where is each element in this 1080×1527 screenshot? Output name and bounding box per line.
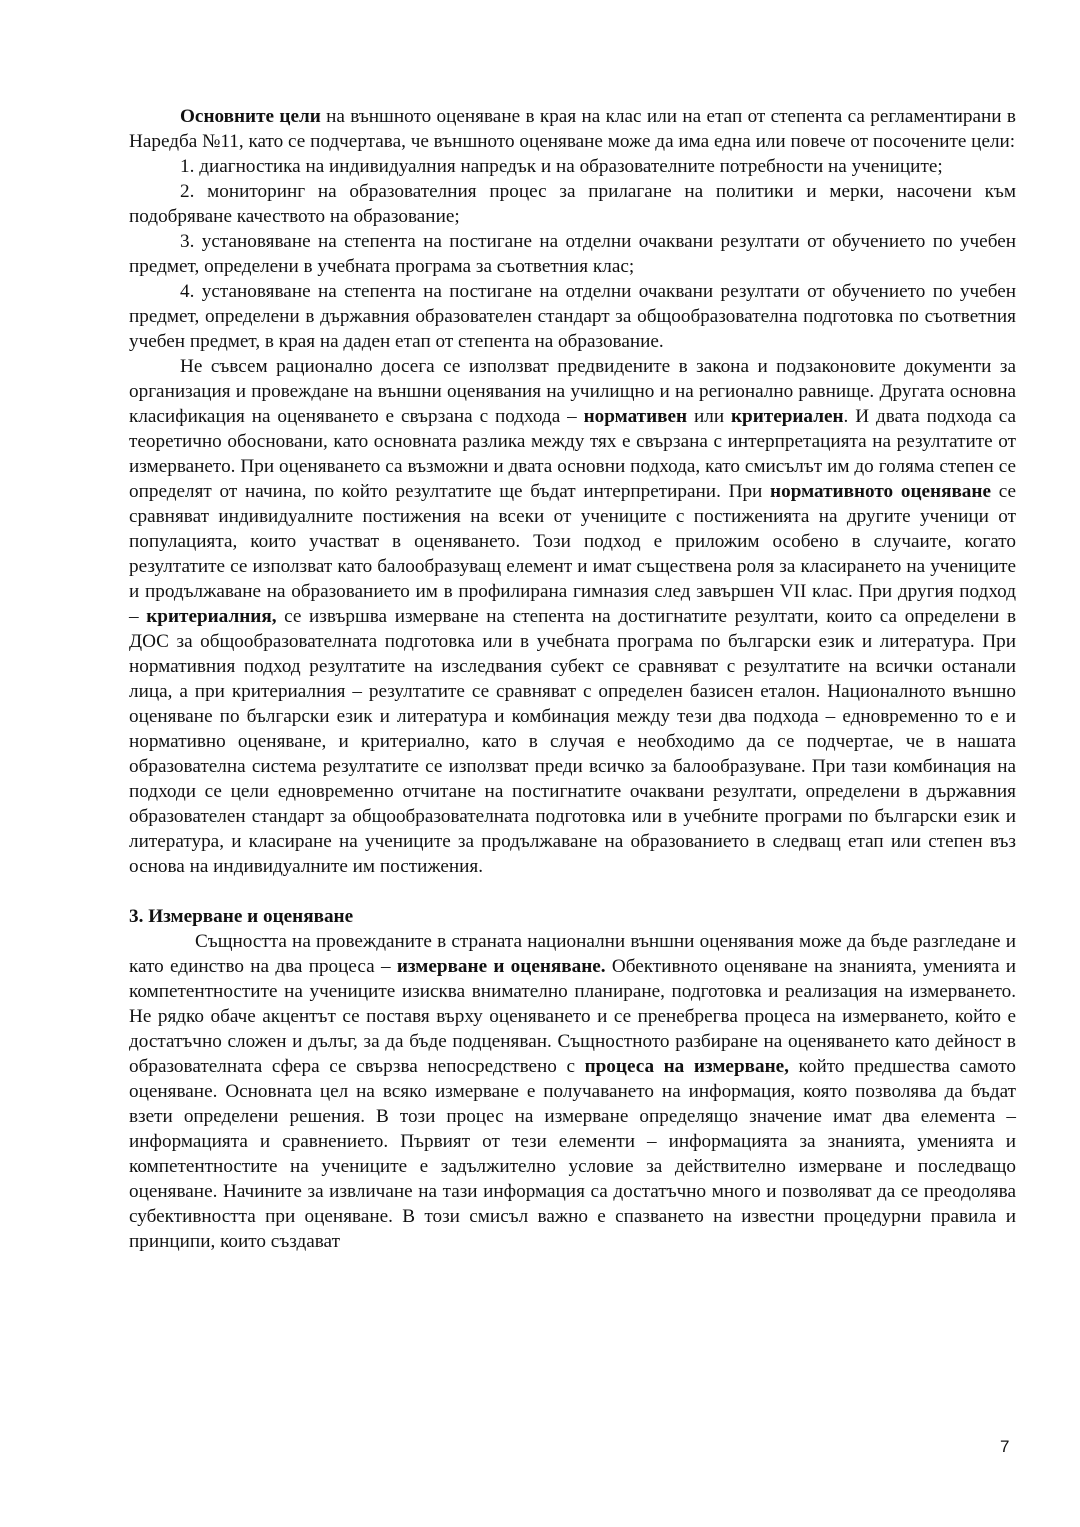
paragraph-text: на външното оценяване в края на клас или на етап от степента са регламентирани в Наредба №11, като се подчертава, че външното оценяване може да има една или повече от посочените цели:	[129, 106, 1016, 152]
section-heading: 3. Измерване и оценяване	[129, 906, 354, 927]
bold-term: нормативен	[583, 406, 688, 427]
goal-item-3: 3. установяване на степента на постигане на отделни очаквани резултати от обучението по учебен предмет, определени в учебната програма за съответния клас;	[129, 231, 1016, 277]
paragraph-text: който предшества самото оценяване. Основната цел на всяко измерване е получаването на информация, която позволява да бъдат взети определени решения. В този процес на измерване определящо значение имат два елемента – информацията и сравнението. Първият от тези елементи – информацията за знанията, уменията и компетентностите на учениците е задължително условие за действително измерване и последващо оценяване. Начините за извличане на тази информация са достатъчно много и позволяват да се преодолява субективността при оценяване. В този смисъл важно е спазването на известни процедурни правила и принципи, които създават	[129, 1056, 1016, 1252]
paragraph-text: Обективното оценяване на знанията, уменията и компетентностите на учениците изисква внимателно планиране, подготовка и реализация на измерването. Не рядко обаче акцентът се поставя върху оценяването и се пренебрегва процеса на измерването, който е достатъчно сложен и дълъг, за да бъде подценяван. Същностното разбиране на оценяването като дейност в образователната сфера се свързва непосредствено с	[129, 956, 1016, 1077]
paragraph-text: . И двата подхода са теоретично обосновани, като основната разлика между тях е свързана с интерпретацията на резултатите от измерването. При оценяването са възможни и двата основни подхода, като смисълът им до голяма степен се определят от начина, по който резултатите ще бъдат интерпретирани. При	[129, 406, 1016, 502]
paragraph-text: Същността на провежданите в страната национални външни оценявания може да бъде разгледане и като единство на два процеса –	[129, 931, 1016, 977]
bold-term: критериален	[730, 406, 844, 427]
paragraph-text: или	[687, 406, 731, 427]
bold-term: нормативното оценяване	[770, 481, 991, 502]
bold-term: измерване и оценяване.	[396, 956, 606, 977]
page-number: 7	[1000, 1437, 1010, 1456]
document-page	[129, 104, 1016, 1254]
bold-term: процеса на измерване,	[584, 1056, 789, 1077]
paragraph-text: Не съвсем рационално досега се използват предвидените в закона и подзаконовите документи за организация и провеждане на външни оценявания на училищно и на регионално равнище. Другата основна класификация на оценяването е свързана с подхода –	[129, 356, 1016, 427]
paragraph-text: се сравняват индивидуалните постижения на всеки от учениците с постиженията на другите ученици от популацията, които участват в оценяването. Този подход е приложим особено в случаите, когато резултатите се използват като балообразуващ елемент и имат съществена роля за класирането на учениците и продължаване на образованието им в профилирана гимназия след завършен VII клас. При другия подход –	[129, 481, 1016, 627]
paragraph-approaches	[129, 354, 1016, 879]
paragraph-goals-intro	[129, 104, 1016, 154]
goal-item-1: 1. диагностика на индивидуалния напредък и на образователните потребности на учениците;	[180, 156, 943, 177]
goal-item-4: 4. установяване на степента на постигане на отделни очаквани резултати от обучението по учебен предмет, определени в държавния образователен стандарт за общообразователна подготовка по съответния учебен предмет, в края на даден етап от степента на образование.	[129, 281, 1016, 352]
bold-term: Основните цели	[180, 106, 321, 127]
paragraph-text: се извършва измерване на степента на достигнатите резултати, които са определени в ДОС за общообразователната подготовка или в учебната програма по български език и литература. При нормативния подход резултатите на изследвания субект се сравняват с резултатите на всички останали лица, а при критериалния – резултатите се сравняват с определен базисен еталон. Националното външно оценяване по български език и литература и комбинация между тези два подхода – едновременно то е и нормативно оценяване, и критериално, като в случая е необходимо да се подчертае, че в нашата образователна система резултатите се използват преди всичко за балообразуване. При тази комбинация на подходи се цели едновременно отчитане на постигнатите очаквани резултати, определени в държавния образователен стандарт за общообразователната подготовка или в учебните програми по български език и литература, и класиране на учениците за продължаване на образованието в следващ етап или степен въз основа на индивидуалните им постижения.	[129, 606, 1017, 877]
paragraph-measurement	[129, 929, 1016, 1254]
bold-term: критериалния,	[146, 606, 277, 627]
goal-item-2: 2. мониторинг на образователния процес за прилагане на политики и мерки, насочени към подобряване качеството на образование;	[129, 181, 1016, 227]
